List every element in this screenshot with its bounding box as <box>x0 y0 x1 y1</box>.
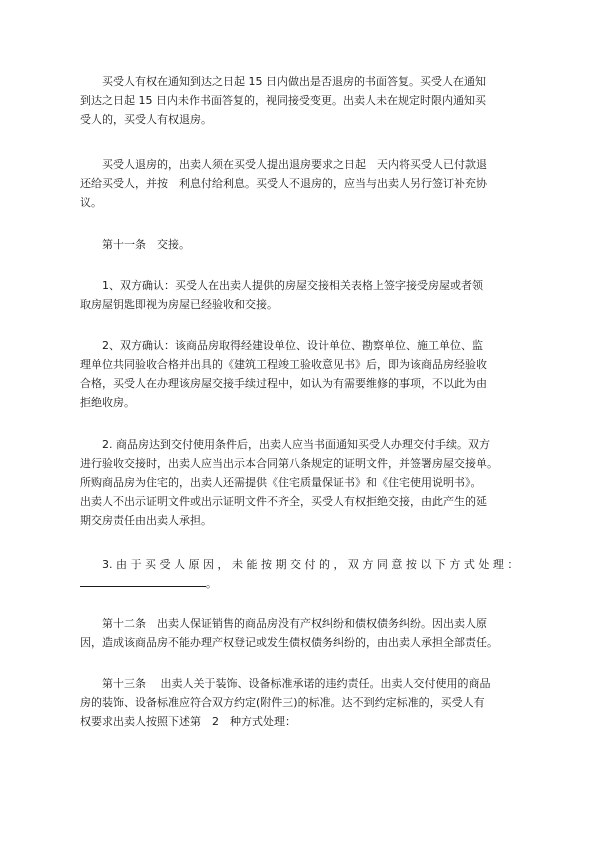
text-line: 2. 商品房达到交付使用条件后，出卖人应当书面通知买受人办理交付手续。双方 <box>80 438 490 451</box>
paragraph-refund-terms <box>80 155 520 212</box>
article-12 <box>80 614 520 652</box>
article-11-heading <box>80 235 520 254</box>
article-13 <box>80 674 520 731</box>
text-line: 房的装饰、设备标准应符合双方约定(附件三)的标准。达不到约定标准的，买受人有 <box>80 696 485 709</box>
line-end-mark: 。 <box>206 577 217 590</box>
text-line: 取房屋钥匙即视为房屋已经验收和交接。 <box>80 298 278 311</box>
text-line: 到达之日起 15 日内未作书面答复的，视同接受变更。出卖人未在规定时限内通知买 <box>80 94 486 107</box>
fill-in-blank[interactable] <box>80 575 206 587</box>
text-line: 受人的，买受人有权退房。 <box>80 113 212 126</box>
text-line: 合格，买受人在办理该房屋交接手续过程中，如认为有需要维修的事项，不以此为由 <box>80 377 487 390</box>
paragraph-delivery <box>80 435 520 530</box>
text-line: 理单位共同验收合格并出具的《建筑工程竣工验收意见书》后，即为该商品房经验收 <box>80 358 487 371</box>
text-line <box>80 574 520 593</box>
text-line: 第十三条 出卖人关于装饰、设备标准承诺的违约责任。出卖人交付使用的商品 <box>80 677 491 690</box>
paragraph-refund-response <box>80 72 520 129</box>
text-line: 进行验收交接时，出卖人应当出示本合同第八条规定的证明文件，并签署房屋交接单。 <box>80 457 498 470</box>
text-line: 拒绝收房。 <box>80 396 135 409</box>
text-line: 权要求出卖人按照下述第 2 种方式处理： <box>80 715 296 728</box>
text-line: 第十二条 出卖人保证销售的商品房没有产权纠纷和债权债务纠纷。因出卖人原 <box>80 617 487 630</box>
text-line: 1、双方确认：买受人在出卖人提供的房屋交接相关表格上签字接受房屋或者领 <box>80 279 483 292</box>
text-line: 买受人退房的，出卖人须在买受人提出退房要求之日起 天内将买受人已付款退 <box>80 158 487 171</box>
text-line: 因，造成该商品房不能办理产权登记或发生债权债务纠纷的，由出卖人承担全部责任。 <box>80 636 498 649</box>
text-line: 买受人有权在通知到达之日起 15 日内做出是否退房的书面答复。买受人在通知 <box>80 75 486 88</box>
text-line: 3. 由 于 买 受 人 原 因 ， 未 能 按 期 交 付 的 ， 双 方 同 意 按 以 下 方 式 处 理 ： <box>80 558 519 571</box>
paragraph-confirm-2 <box>80 336 520 412</box>
text-line: 2、双方确认：该商品房取得经建设单位、设计单位、勘察单位、施工单位、监 <box>80 339 483 352</box>
text-line: 还给买受人，并按 利息付给利息。买受人不退房的，应当与出卖人另行签订补充协 <box>80 177 487 190</box>
text-line: 出卖人不出示证明文件或出示证明文件不齐全，买受人有权拒绝交接，由此产生的延 <box>80 495 487 508</box>
paragraph-confirm-1 <box>80 276 520 314</box>
text-line: 期交房责任由出卖人承担。 <box>80 514 212 527</box>
text-line: 议。 <box>80 196 102 209</box>
paragraph-buyer-delay <box>80 555 520 593</box>
text-line: 所购商品房为住宅的，出卖人还需提供《住宅质量保证书》和《住宅使用说明书》。 <box>80 476 482 489</box>
text-line: 第十一条 交接。 <box>80 238 190 251</box>
